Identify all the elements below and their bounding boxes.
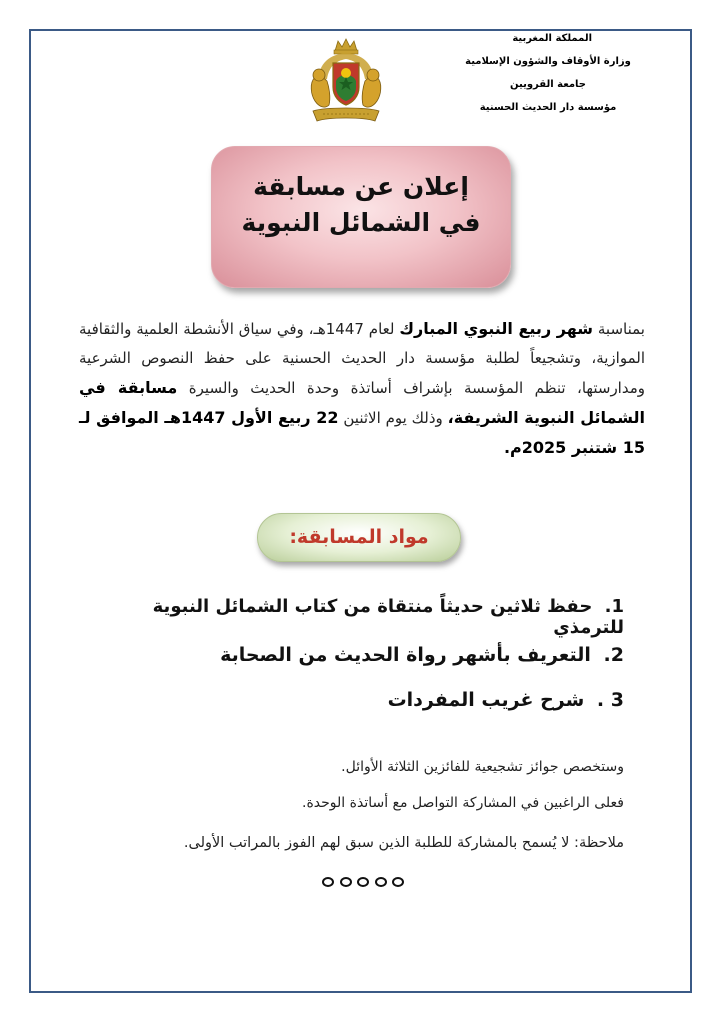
intro-text-3: وذلك يوم الاثنين [343, 409, 443, 427]
five-circles-divider-icon [322, 877, 404, 891]
list-item-number: 2. [603, 644, 624, 666]
circle-icon [322, 877, 334, 887]
header-ministry: وزارة الأوقاف والشؤون الإسلامية [465, 56, 631, 67]
title-line-2: في الشمائل النبوية [241, 208, 481, 238]
list-item [84, 596, 624, 638]
list-item-number: 1. [604, 596, 624, 617]
intro-text-1: بمناسبة [597, 320, 645, 338]
intro-bold-competition: مسابقة في الشمائل النبوية الشريفة، [79, 378, 645, 427]
intro-bold-date: 22 ربيع الأول 1447هـ الموافق لـ 15 شتنبر 2025م. [79, 408, 645, 457]
announcement-title-box [211, 146, 511, 288]
list-item-number: 3 . [596, 689, 624, 711]
header-kingdom: المملكة المغربية [512, 33, 592, 44]
intro-paragraph [79, 314, 645, 463]
title-line-1: إعلان عن مسابقة [253, 172, 469, 201]
intro-text-2: لعام 1447هـ، وفي سياق الأنشطة العلمية والثقافية الموازية، وتشجيعاً لطلبة مؤسسة دار الحديث الحسنية على حفظ النصوص الشرعية ومدارستها، تنظم المؤسسة بإشراف أساتذة وحدة الحديث والسيرة [79, 320, 646, 397]
circle-icon [340, 877, 352, 887]
moroccan-coat-of-arms-icon [305, 37, 387, 125]
circle-icon [375, 877, 387, 887]
list-item-text: حفظ ثلاثين حديثاً منتقاة من كتاب الشمائل النبوية للترمذي [152, 596, 624, 638]
header-institution: مؤسسة دار الحديث الحسنية [479, 102, 617, 113]
contact-note: فعلى الراغبين في المشاركة التواصل مع أساتذة الوحدة. [302, 795, 624, 811]
list-item [84, 644, 624, 666]
circle-icon [357, 877, 369, 887]
header-university: جامعة القرويين [510, 79, 586, 90]
circle-icon [392, 877, 404, 887]
list-item-text: شرح غريب المفردات [387, 689, 585, 711]
prizes-note: وستخصص جوائز تشجيعية للفائزين الثلاثة الأوائل. [341, 759, 624, 775]
intro-bold-month: شهر ربيع النبوي المبارك [399, 319, 594, 338]
list-item [84, 689, 624, 711]
subjects-heading: مواد المسابقة: [257, 513, 461, 562]
remark-note: ملاحظة: لا يُسمح بالمشاركة للطلبة الذين سبق لهم الفوز بالمراتب الأولى. [183, 835, 624, 851]
list-item-text: التعريف بأشهر رواة الحديث من الصحابة [220, 644, 591, 666]
institution-header [448, 34, 648, 126]
